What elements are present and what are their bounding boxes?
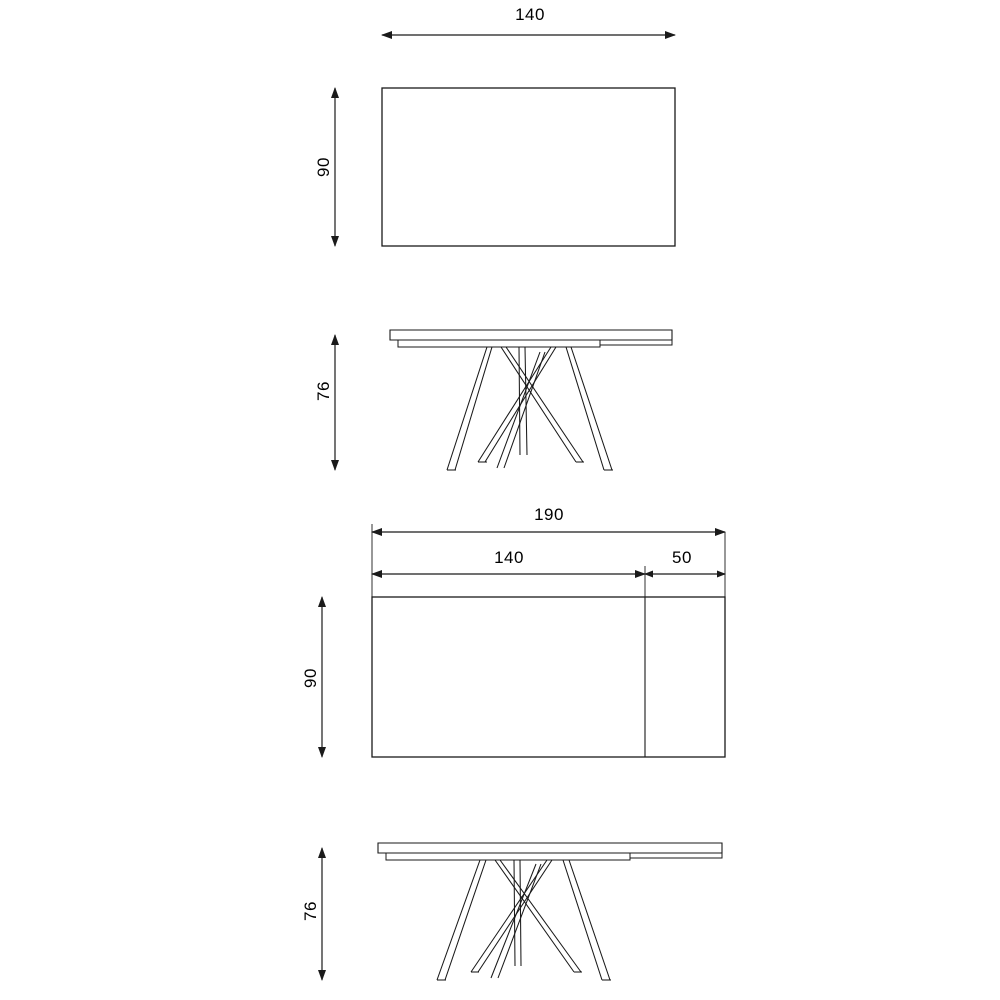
dim-label-open-front-height: 76 <box>300 901 320 921</box>
view-closed-top <box>335 22 675 246</box>
view-open-front <box>322 843 722 980</box>
dim-label-open-extension-width: 50 <box>672 548 692 567</box>
dim-label-closed-front-height: 76 <box>313 381 333 401</box>
dim-label-open-main-width: 140 <box>494 548 524 567</box>
view-closed-front <box>335 330 672 470</box>
dim-label-closed-top-width: 140 <box>515 5 545 24</box>
dim-label-closed-top-depth: 90 <box>313 157 333 177</box>
dim-label-open-total-width: 190 <box>534 505 564 524</box>
dim-label-open-top-depth: 90 <box>300 668 320 688</box>
